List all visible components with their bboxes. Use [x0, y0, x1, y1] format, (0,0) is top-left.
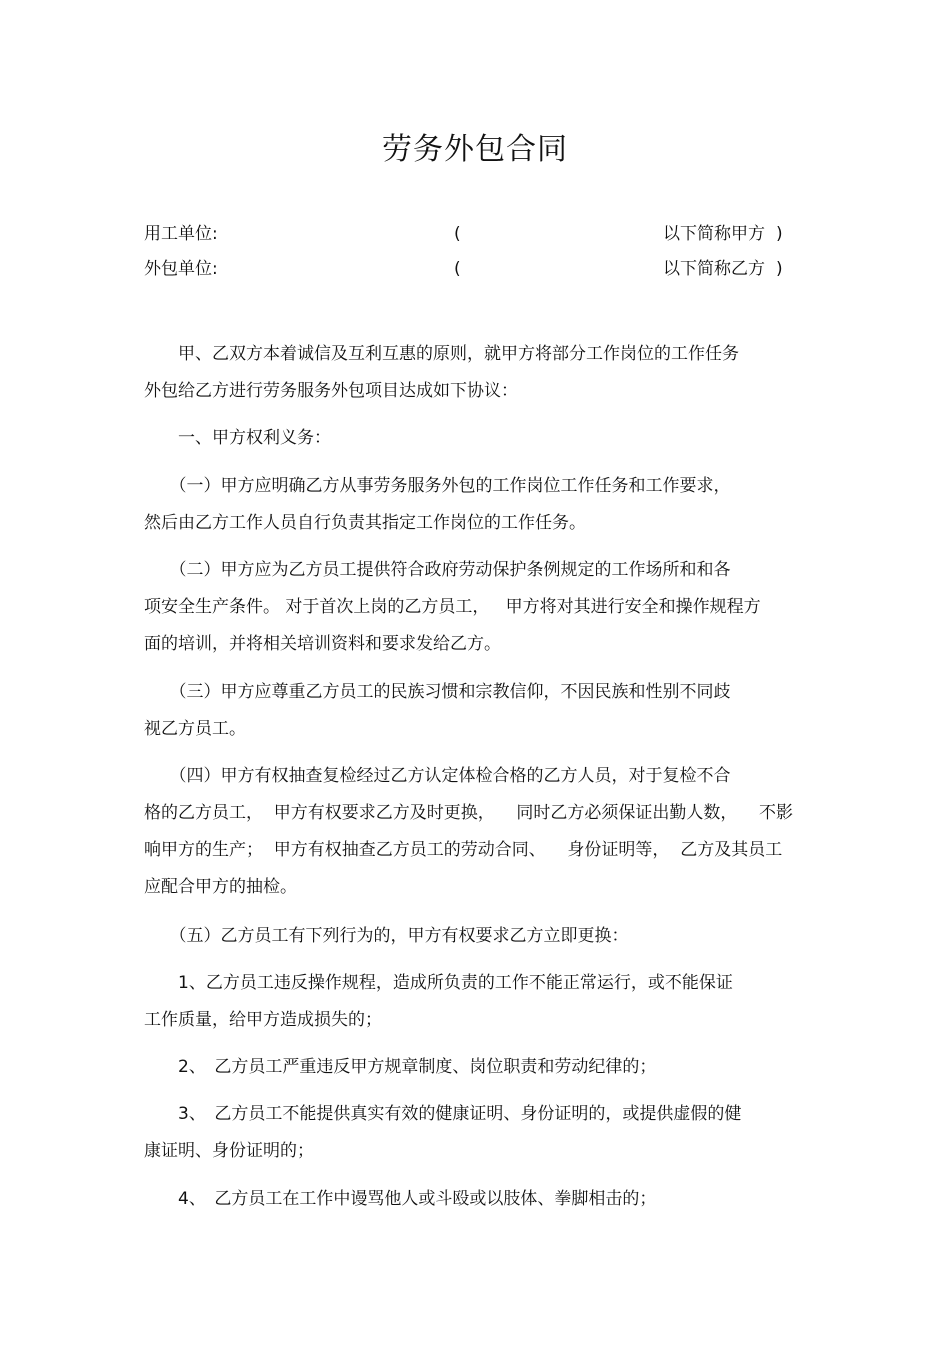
paren-close: ) — [776, 259, 783, 279]
paren-close: ) — [776, 224, 783, 244]
paren-open: ( — [454, 224, 461, 244]
body-line: 格的乙方员工， 甲方有权要求乙方及时更换， 同时乙方必须保证出勤人数， 不影 — [144, 803, 794, 823]
paren-open: ( — [454, 259, 461, 279]
party-note: 以下简称乙方 — [663, 259, 765, 279]
body-line: 视乙方员工。 — [144, 719, 246, 739]
section-heading: 一、甲方权利义务： — [144, 428, 331, 448]
body-line: 2、 乙方员工严重违反甲方规章制度、岗位职责和劳动纪律的； — [144, 1057, 657, 1077]
document-title: 劳务外包合同 — [382, 132, 568, 167]
body-line: 4、 乙方员工在工作中谩骂他人或斗殴或以肢体、拳脚相击的； — [144, 1189, 657, 1209]
body-line: 外包给乙方进行劳务服务外包项目达成如下协议： — [144, 381, 518, 401]
body-line: 然后由乙方工作人员自行负责其指定工作岗位的工作任务。 — [144, 513, 586, 533]
body-line: （一）甲方应明确乙方从事劳务服务外包的工作岗位工作任务和工作要求， — [144, 476, 731, 496]
party-note: 以下简称甲方 — [663, 224, 765, 244]
body-line: 响甲方的生产； 甲方有权抽查乙方员工的劳动合同、 身份证明等， 乙方及其员工 — [144, 840, 783, 860]
body-line: 项安全生产条件。 对于首次上岗的乙方员工， 甲方将对其进行安全和操作规程方 — [144, 597, 761, 617]
body-line: （四）甲方有权抽查复检经过乙方认定体检合格的乙方人员，对于复检不合 — [144, 766, 731, 786]
party-label: 用工单位: — [144, 224, 218, 244]
body-line: 康证明、身份证明的； — [144, 1141, 314, 1161]
body-line: （五）乙方员工有下列行为的，甲方有权要求乙方立即更换： — [144, 926, 629, 946]
body-line: 1、乙方员工违反操作规程，造成所负责的工作不能正常运行，或不能保证 — [144, 973, 733, 993]
body-line: 应配合甲方的抽检。 — [144, 877, 297, 897]
body-line: 面的培训，并将相关培训资料和要求发给乙方。 — [144, 634, 501, 654]
party-employer-row — [144, 222, 794, 246]
party-contractor-row — [144, 257, 794, 281]
party-label: 外包单位: — [144, 259, 218, 279]
body-line: 甲、乙双方本着诚信及互利互惠的原则，就甲方将部分工作岗位的工作任务 — [144, 344, 739, 364]
body-line: （二）甲方应为乙方员工提供符合政府劳动保护条例规定的工作场所和和各 — [144, 560, 731, 580]
body-line: 工作质量，给甲方造成损失的； — [144, 1010, 382, 1030]
body-line: 3、 乙方员工不能提供真实有效的健康证明、身份证明的，或提供虚假的健 — [144, 1104, 742, 1124]
body-line: （三）甲方应尊重乙方员工的民族习惯和宗教信仰，不因民族和性别不同歧 — [144, 682, 731, 702]
